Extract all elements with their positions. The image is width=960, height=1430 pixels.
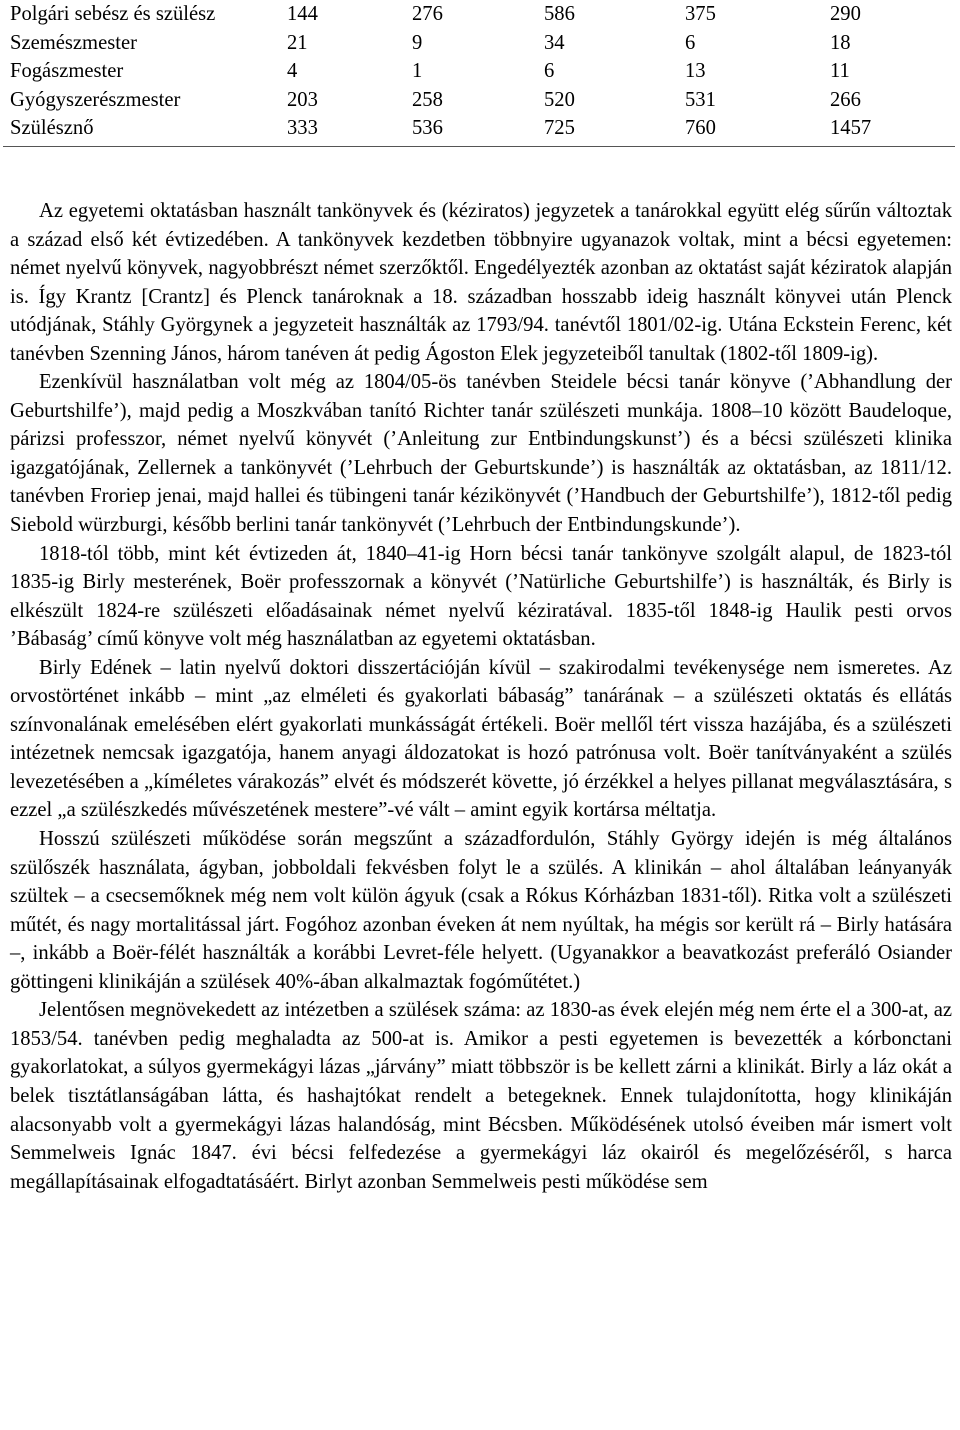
paragraph: Jelentősen megnövekedett az intézetben a szülések száma: az 1830-as évek elején még nem érte el a 300-at, az 1853/54. tanévben pedig meghaladta az 500-at is. Amikor a pesti egyetemen is bevezették a kórbonctani gyakorlatokat, a súlyos gyermekágyi lázas „járvány” miatt többször is be kellett zárni a klinikát. Birly a láz okát a belek tisztátlanságában látta, és hashajtókat rendelt a betegeknek. Ennek tulajdonította, hogy klinikáján alacsonyabb volt a gyermekágyi lázas halandóság, mint Bécsben. Működésének utolsó éveiben már ismert volt Semmelweis Ignác 1847. évi bécsi felfedezése a gyermekágyi láz okairól és megelőzéséről, s harca megállapításainak elfogadtatásáért. Birlyt azonban Semmelweis pesti működése sem — [10, 999, 952, 1193]
table-cell: 276 — [412, 3, 443, 25]
table-row — [10, 86, 930, 115]
table-cell: 290 — [830, 3, 861, 25]
table-cell: 258 — [412, 88, 443, 111]
paragraph: Birly Edének – latin nyelvű doktori disszertációján kívül – szakirodalmi tevékenysége nem ismeretes. Az orvostörténet inkább – mint „az elméleti és gyakorlati bábaság” tanárának – a szülészeti oktatás és ellátás színvonalának emelésében elért gyakorlati munkásságát értékeli. Boër mellől tért vissza hazájába, és a szülészeti intézetnek nemcsak igazgatója, hanem anyagi áldozatokat is hozó patrónusa volt. Boër tanítványaként a szülés levezetésében a „kíméletes várakozás” elvét és módszerét követte, jó érzékkel a helyes pillanat megválasztására, s ezzel „a szülészkedés művészetének mestere”-vé vált – amint egyik kortársa méltatja. — [10, 656, 952, 822]
table-cell: 266 — [830, 88, 861, 111]
table-cell: 760 — [685, 117, 716, 140]
table-cell: 11 — [830, 60, 850, 83]
table-cell: 9 — [412, 31, 423, 54]
body-text — [10, 197, 952, 1196]
table-cell: 333 — [287, 117, 318, 140]
table-cell: 586 — [544, 3, 575, 25]
row-label: Gyógyszerészmester — [10, 88, 181, 111]
table-cell: 375 — [685, 3, 716, 25]
table-cell: 725 — [544, 117, 575, 140]
paragraph: 1818-tól több, mint két évtizeden át, 1840–41-ig Horn bécsi tanár tankönyve szolgált alapul, de 1823-tól 1835-ig Birly mesterének, Boër professzornak a könyvét (’Natürliche Geburtshilfe’) is használták, és Birly is elkészült 1824-re szülészeti előadásainak német nyelvű kéziratával. 1835-től 1848-ig Haulik pesti orvos ’Bábaság’ című könyve volt még használatban az egyetemi oktatásban. — [10, 542, 952, 651]
paragraph: Az egyetemi oktatásban használt tankönyvek és (kéziratos) jegyzetek a tanárokkal együtt elég sűrűn változtak a század első két évtizedében. A tankönyvek kezdetben többnyire ugyanazok voltak, mint a bécsi egyetemen: német nyelvű könyvek, nagyobbrészt német szerzőktől. Engedélyezték azonban az oktatást saját kéziratok alapján is. Így Krantz [Crantz] és Plenck tanároknak a 18. században hosszabb ideig használt könyvei után Plenck utódjának, Stáhly Györgynek a jegyzeteit használták az 1793/94. tanévtől 1801/02-ig. Utána Eckstein Ferenc, két tanévben Szenning János, három tanéven át pedig Ágoston Elek jegyzeteiből tanultak (1802-től 1809-ig). — [10, 200, 952, 365]
row-label: Szemészmester — [10, 31, 137, 54]
table-row — [10, 0, 930, 29]
paragraph: Ezenkívül használatban volt még az 1804/05-ös tanévben Steidele bécsi tanár könyve (’Abhandlung der Geburtshilfe’), majd pedig a Moszkvában tanító Richter tanár szülészeti munkája. 1808–10 között Baudeloque, párizsi professzor, német nyelvű könyvét (’Anleitung zur Entbindungskunst’) és a bécsi szülészeti klinika igazgatójának, Zellernek a tankönyvét (’Lehrbuch der Geburtskunde’) is használták az oktatásban, az 1811/12. tanévben Froriep jenai, majd hallei és tübingeni tanár kézikönyvét (’Handbuch der Geburtshilfe’), 1812-től pedig Siebold würzburgi, később berlini tanár tankönyvét (’Lehrbuch der Entbindungskunde’). — [10, 371, 952, 537]
table-cell: 520 — [544, 88, 575, 111]
table-cell: 1457 — [830, 117, 872, 140]
paragraph: Hosszú szülészeti működése során megszűnt a századfordulón, Stáhly György idején is még általános szülőszék használata, ágyban, jobboldali fekvésben folyt le a szülés. A klinikán – ahol általában leányanyák szültek – a csecsemőknek még nem volt külön ágyuk (csak a Rókus Kórházban 1831-től). Ritka volt a szülészeti műtét, és nagy mortalitással járt. Fogóhoz azonban éveken át nem nyúltak, ha mégis sor került rá – Birly hatására –, inkább a Boër-félét használták a korábbi Levret-féle helyett. (Ugyanakkor a beavatkozást preferáló Osiander göttingeni klinikáján a szülések 40%-ában alkalmaztak fogóműtétet.) — [10, 828, 952, 993]
table-cell: 13 — [685, 60, 706, 83]
table-cell: 6 — [544, 60, 555, 83]
table-cell: 34 — [544, 31, 565, 54]
row-label: Fogászmester — [10, 60, 124, 83]
table-row — [10, 114, 930, 143]
table-cell: 6 — [685, 31, 696, 54]
table-cell: 1 — [412, 60, 423, 83]
table-cell: 18 — [830, 31, 851, 54]
table-bottom-rule — [3, 146, 955, 147]
table-cell: 4 — [287, 60, 298, 83]
row-label: Szülésznő — [10, 117, 94, 140]
statistics-table — [10, 0, 930, 143]
row-label: Polgári sebész és szülész — [10, 3, 216, 25]
table-cell: 203 — [287, 88, 318, 111]
table-row — [10, 57, 930, 86]
table-cell: 536 — [412, 117, 443, 140]
table-row — [10, 29, 930, 58]
table-cell: 144 — [287, 3, 318, 25]
table-cell: 531 — [685, 88, 716, 111]
table-cell: 21 — [287, 31, 308, 54]
